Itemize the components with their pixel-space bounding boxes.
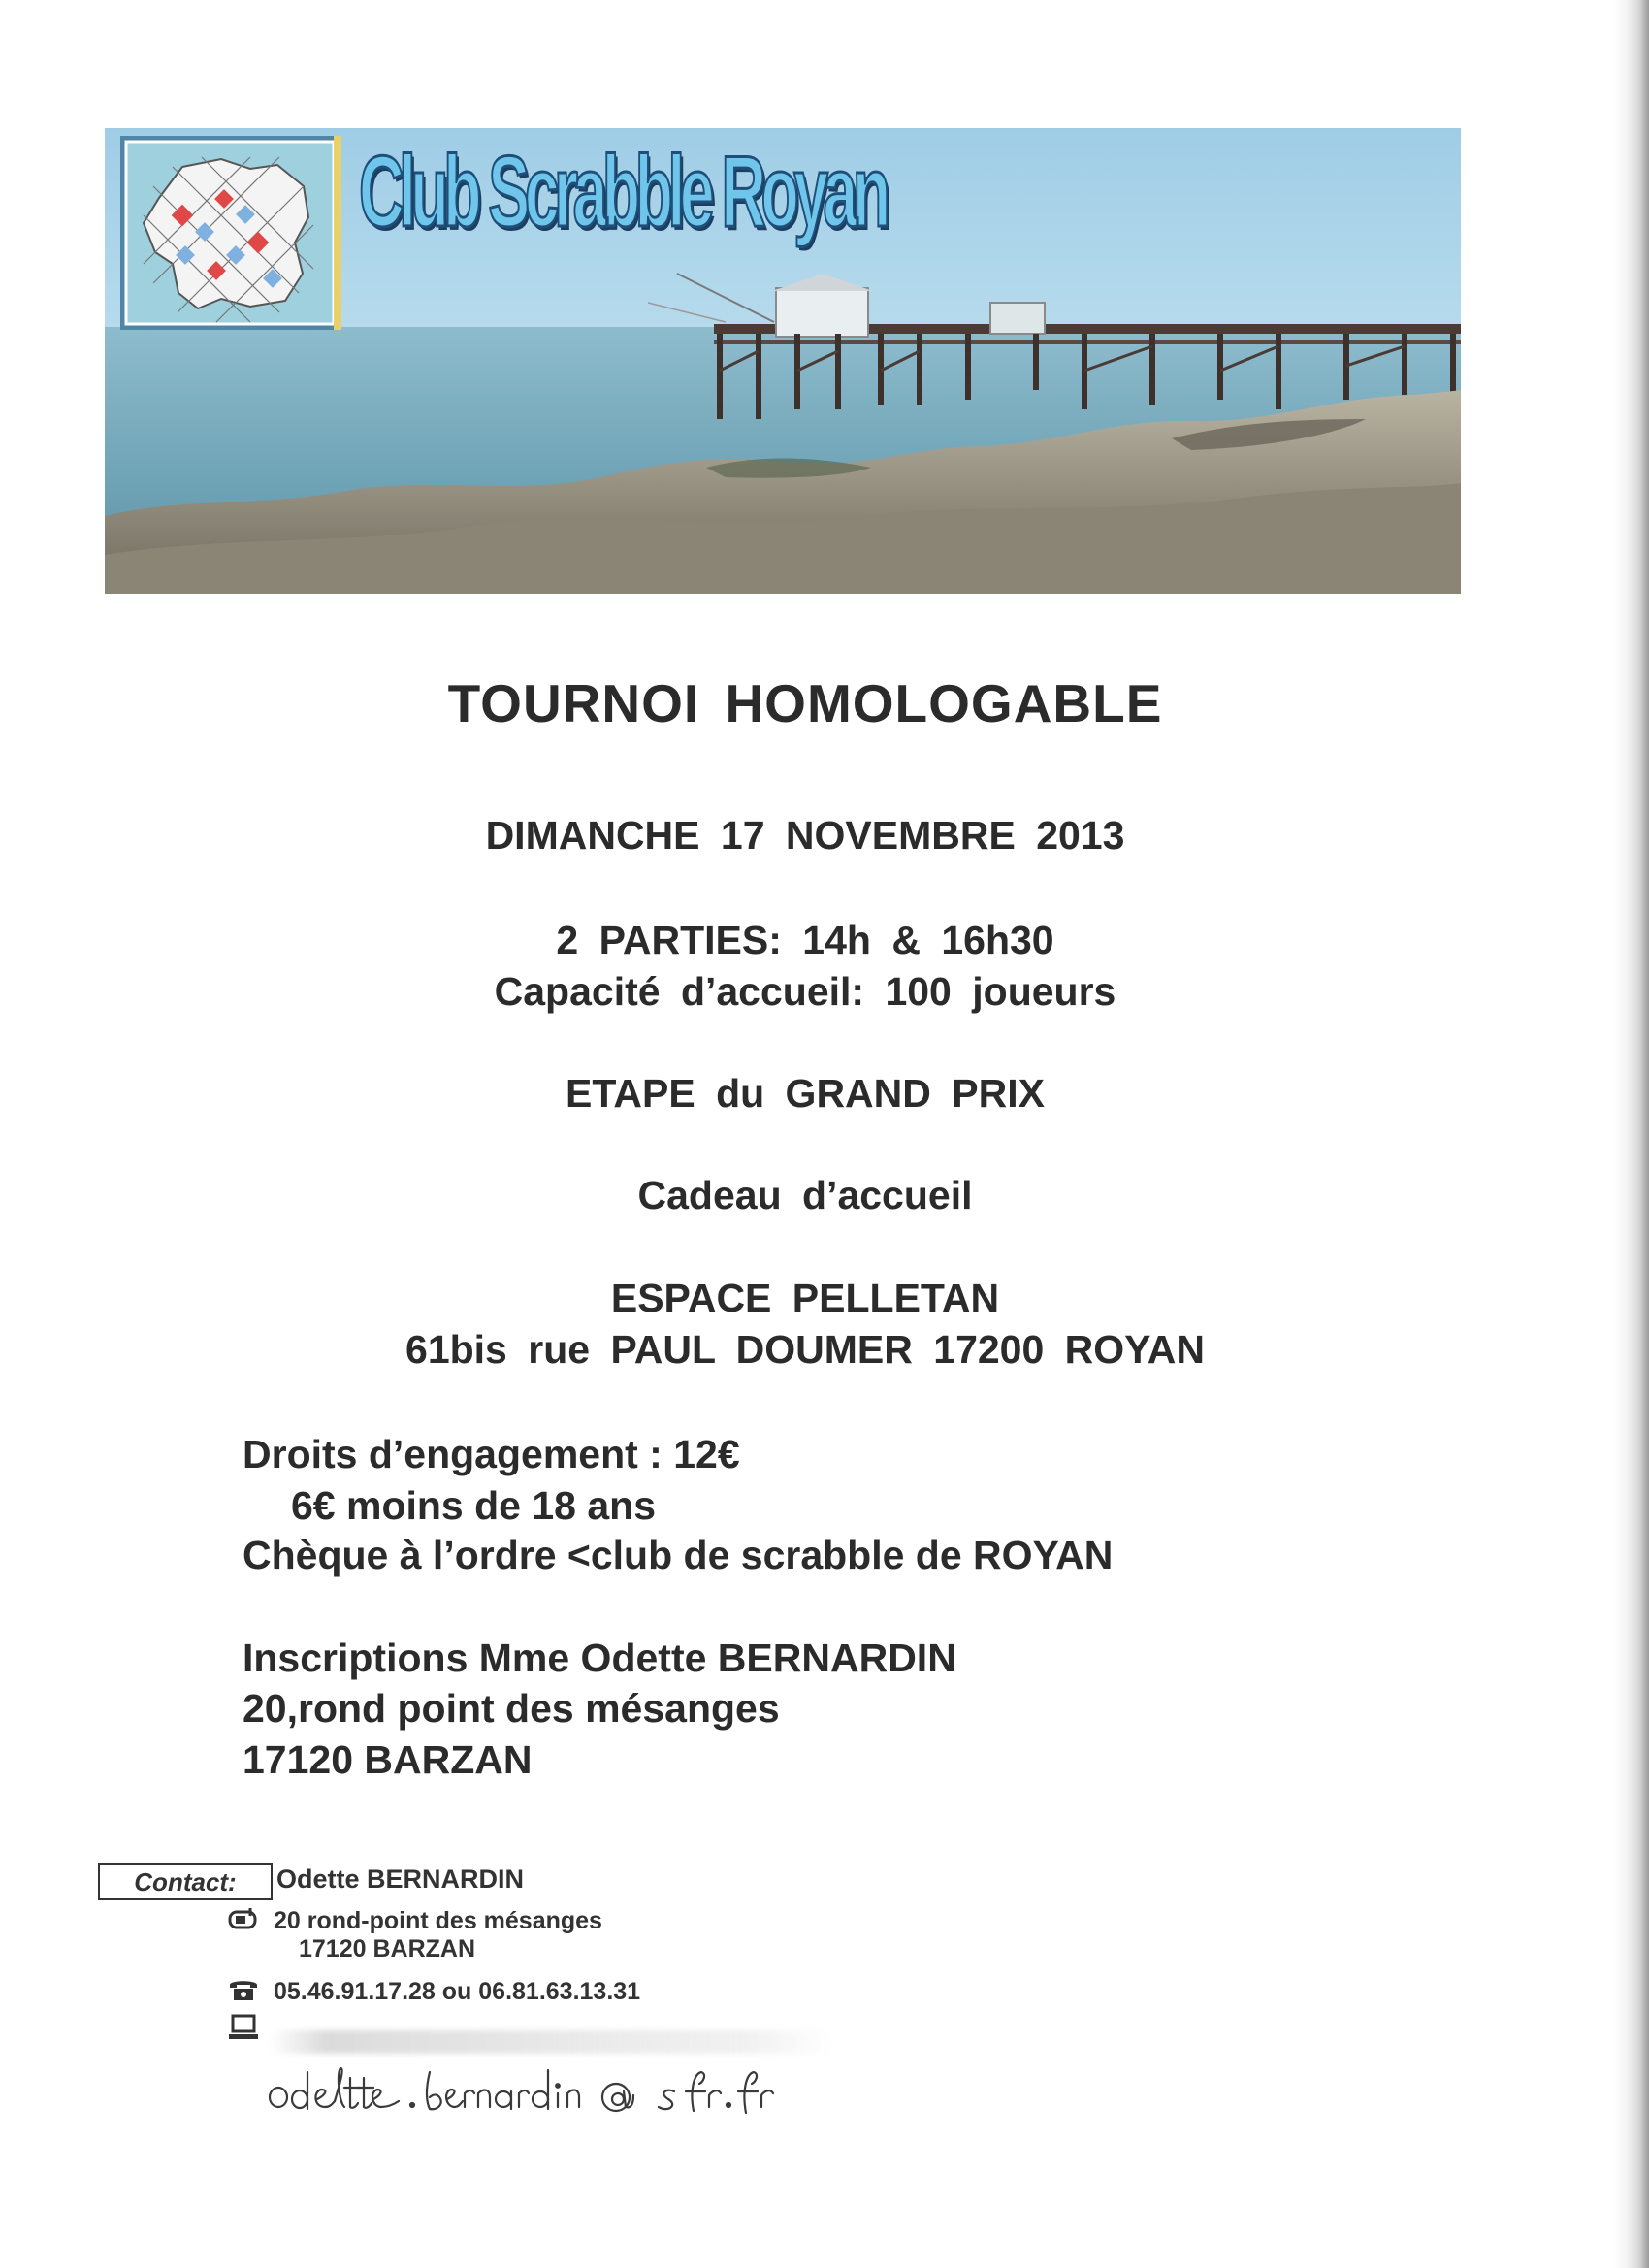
contact-label: Contact:	[98, 1863, 273, 1900]
header-banner	[105, 128, 1461, 594]
phone-icon	[227, 1976, 260, 2003]
event-parties: 2 PARTIES: 14h & 16h30	[556, 918, 1054, 962]
registration-line1: Inscriptions Mme Odette BERNARDIN	[242, 1636, 956, 1680]
event-date: DIMANCHE 17 NOVEMBRE 2013	[485, 813, 1125, 858]
event-capacity: Capacité d’accueil: 100 joueurs	[494, 969, 1116, 1014]
fee-reduced: 6€ moins de 18 ans	[291, 1483, 657, 1528]
venue-address: 61bis rue PAUL DOUMER 17200 ROYAN	[405, 1327, 1205, 1372]
event-stage: ETAPE du GRAND PRIX	[566, 1071, 1045, 1116]
registration-line3: 17120 BARZAN	[242, 1737, 533, 1782]
contact-phone: 05.46.91.17.28 ou 06.81.63.13.31	[274, 1978, 641, 2005]
banner-title: Club Scrabble Royan	[359, 136, 886, 248]
mailbox-icon	[227, 1904, 260, 1931]
event-title: TOURNOI HOMOLOGABLE	[447, 673, 1163, 733]
club-logo	[120, 136, 341, 330]
fee-cheque: Chèque à l’ordre <club de scrabble de ROYAN	[242, 1533, 1114, 1577]
event-gift: Cadeau d’accueil	[637, 1173, 973, 1217]
registration-line2: 20,rond point des mésanges	[242, 1686, 780, 1731]
computer-icon	[227, 2014, 260, 2041]
redacted-email	[270, 2030, 832, 2054]
contact-name: Odette BERNARDIN	[276, 1864, 525, 1894]
venue-name: ESPACE PELLETAN	[610, 1276, 1000, 1320]
contact-address-line1: 20 rond-point des mésanges	[274, 1907, 602, 1934]
fee-entry: Droits d’engagement : 12€	[242, 1432, 740, 1476]
scan-edge-shadow	[1614, 0, 1649, 2268]
contact-address-line2: 17120 BARZAN	[299, 1935, 476, 1962]
handwritten-email-signature	[267, 2053, 907, 2140]
